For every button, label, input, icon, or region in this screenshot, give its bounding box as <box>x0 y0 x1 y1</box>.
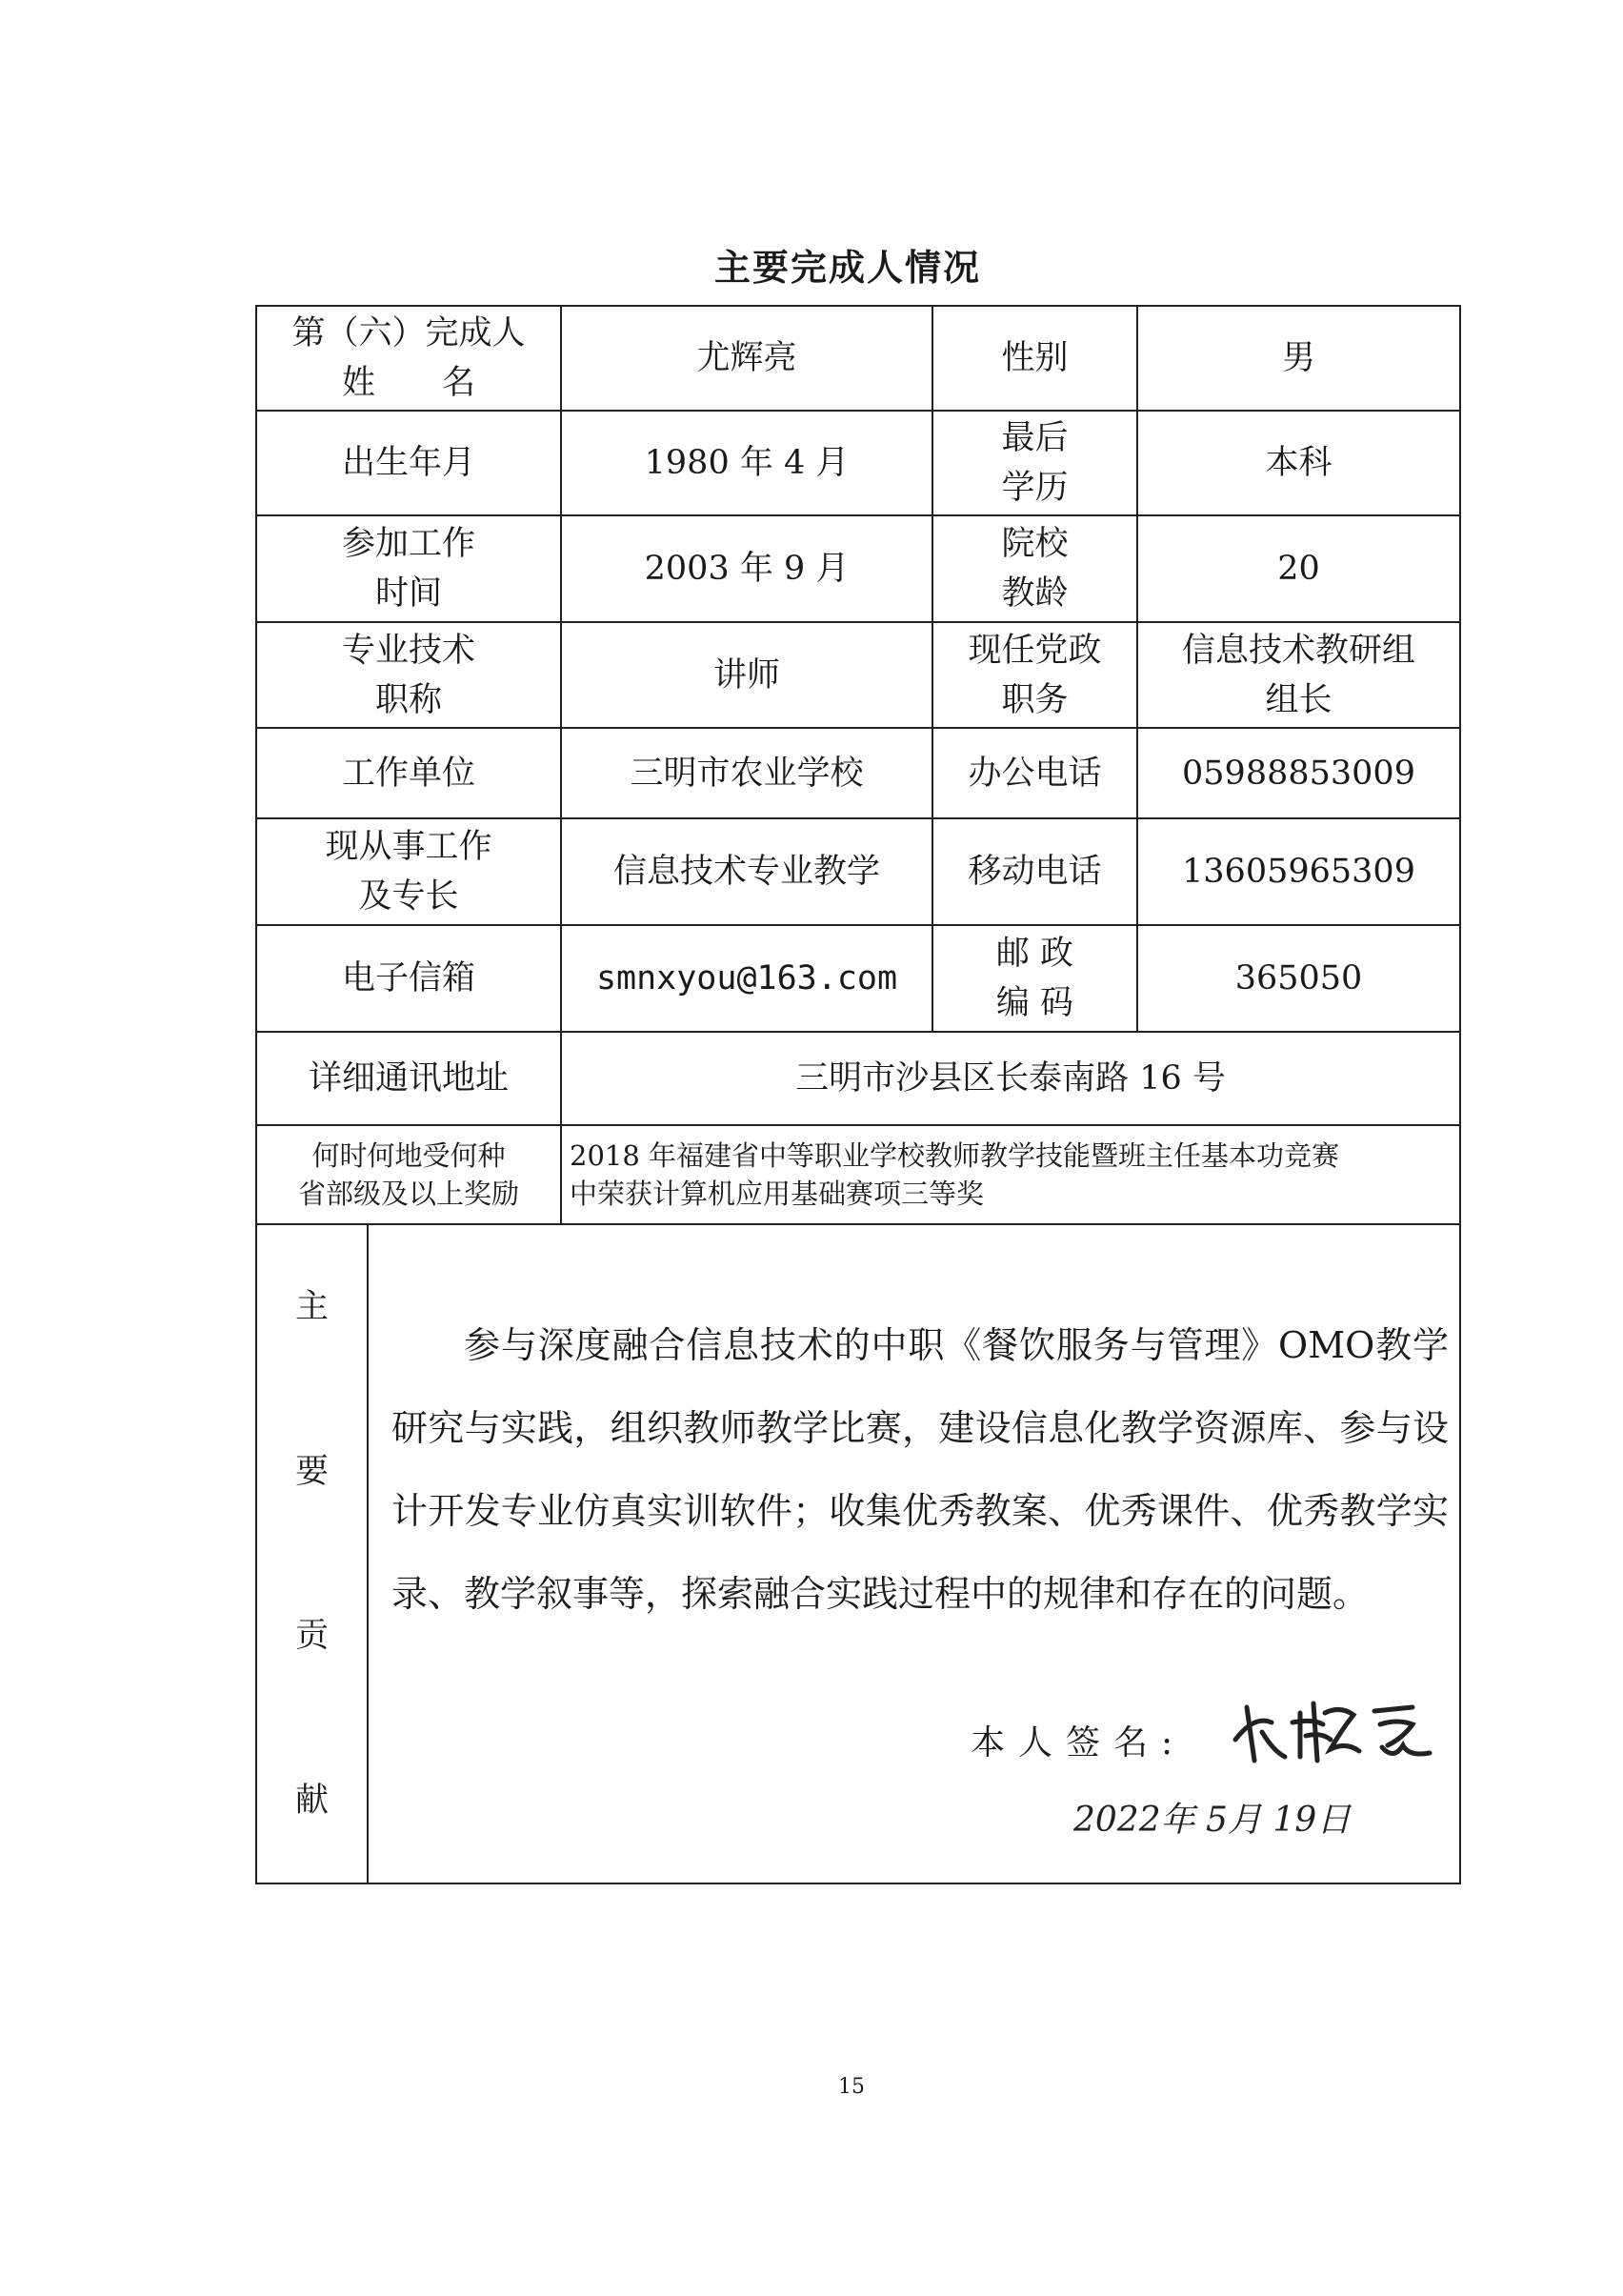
table-row <box>256 515 1460 622</box>
label-birth: 出生年月 <box>256 411 561 515</box>
value-line: 2018 年福建省中等职业学校教师教学技能暨班主任基本功竞赛 <box>570 1139 1340 1172</box>
value-email: smnxyou@163.com <box>561 925 932 1032</box>
value-gender: 男 <box>1137 306 1460 411</box>
value-address: 三明市沙县区长泰南路 16 号 <box>561 1032 1460 1125</box>
table-row <box>256 1224 1460 1883</box>
label-line: 何时何地受何种 <box>311 1139 506 1172</box>
table-row <box>256 728 1460 818</box>
value-mobile-phone: 13605965309 <box>1137 818 1460 925</box>
label-awards <box>256 1125 561 1224</box>
page-number: 15 <box>838 2075 865 2099</box>
value-teaching-years: 20 <box>1137 515 1460 622</box>
contribution-label-char: 贡 <box>294 1617 329 1656</box>
label-email: 电子信箱 <box>256 925 561 1032</box>
table-row <box>256 306 1460 411</box>
value-line: 组长 <box>1265 680 1332 719</box>
value-education: 本科 <box>1137 411 1460 515</box>
label-line: 职务 <box>1001 680 1069 719</box>
label-line: 学历 <box>1001 469 1069 507</box>
contribution-label-char: 主 <box>294 1288 329 1327</box>
label-line: 省部级及以上奖励 <box>297 1178 519 1210</box>
label-line: 专业技术 <box>341 631 475 670</box>
label-line: 时间 <box>374 574 442 613</box>
label-specialty <box>256 818 561 925</box>
label-line: 职称 <box>374 680 442 719</box>
table-row <box>256 411 1460 515</box>
value-birth: 1980 年 4 月 <box>561 411 932 515</box>
label-name <box>256 306 561 411</box>
label-position <box>932 622 1137 728</box>
label-line: 现从事工作 <box>325 828 492 866</box>
label-office-phone: 办公电话 <box>932 728 1137 818</box>
label-line: 现任党政 <box>968 631 1102 670</box>
value-specialty: 信息技术专业教学 <box>561 818 932 925</box>
value-postcode: 365050 <box>1137 925 1460 1032</box>
label-line: 姓 名 <box>341 364 475 402</box>
value-line: 中荣获计算机应用基础赛项三等奖 <box>570 1178 985 1210</box>
label-line: 及专长 <box>358 877 459 916</box>
value-office-phone: 05988853009 <box>1137 728 1460 818</box>
label-title <box>256 622 561 728</box>
label-line: 最后 <box>1001 419 1069 457</box>
label-work-start <box>256 515 561 622</box>
label-postcode <box>932 925 1137 1032</box>
signature-label: 本人签名: <box>971 1723 1187 1762</box>
value-position <box>1137 622 1460 728</box>
contribution-label-char: 献 <box>294 1781 329 1820</box>
label-line: 参加工作 <box>341 525 475 563</box>
label-employer: 工作单位 <box>256 728 561 818</box>
contribution-text: 参与深度融合信息技术的中职《餐饮服务与管理》OMO教学研究与实践，组织教师教学比赛，建设信息化教学资源库、参与设计开发专业仿真实训软件；收集优秀教案、优秀课件、优秀教学实录、教学叙事等，探索融合实践过程中的规律和存在的问题。 <box>391 1324 1449 1615</box>
label-address: 详细通讯地址 <box>256 1032 561 1125</box>
label-gender: 性别 <box>932 306 1137 411</box>
page-title: 主要完成人情况 <box>713 247 981 289</box>
date-text: 2022年 5月 19日 <box>1073 1801 1352 1840</box>
table-row <box>256 818 1460 925</box>
handwritten-signature <box>1226 1694 1445 1770</box>
table-row <box>256 622 1460 728</box>
table-row <box>256 925 1460 1032</box>
contribution-content <box>369 1225 1459 1883</box>
label-line: 邮 政 <box>995 935 1074 973</box>
value-work-start: 2003 年 9 月 <box>561 515 932 622</box>
label-teaching-years <box>932 515 1137 622</box>
contribution-row <box>256 1224 1460 1883</box>
value-awards <box>561 1125 1460 1224</box>
label-line: 院校 <box>1001 525 1069 563</box>
contribution-label-char: 要 <box>294 1452 329 1491</box>
label-line: 第（六）完成人 <box>291 314 526 352</box>
value-name: 尤辉亮 <box>561 306 932 411</box>
label-line: 教龄 <box>1001 574 1069 613</box>
value-line: 信息技术教研组 <box>1181 631 1415 670</box>
handwritten-date <box>1073 1785 1388 1848</box>
value-employer: 三明市农业学校 <box>561 728 932 818</box>
value-title: 讲师 <box>561 622 932 728</box>
label-line: 编 码 <box>995 984 1074 1022</box>
label-education <box>932 411 1137 515</box>
table-row <box>256 1032 1460 1125</box>
personnel-info-table <box>255 305 1461 1884</box>
contribution-label <box>257 1225 369 1883</box>
label-mobile-phone: 移动电话 <box>932 818 1137 925</box>
table-row <box>256 1125 1460 1224</box>
